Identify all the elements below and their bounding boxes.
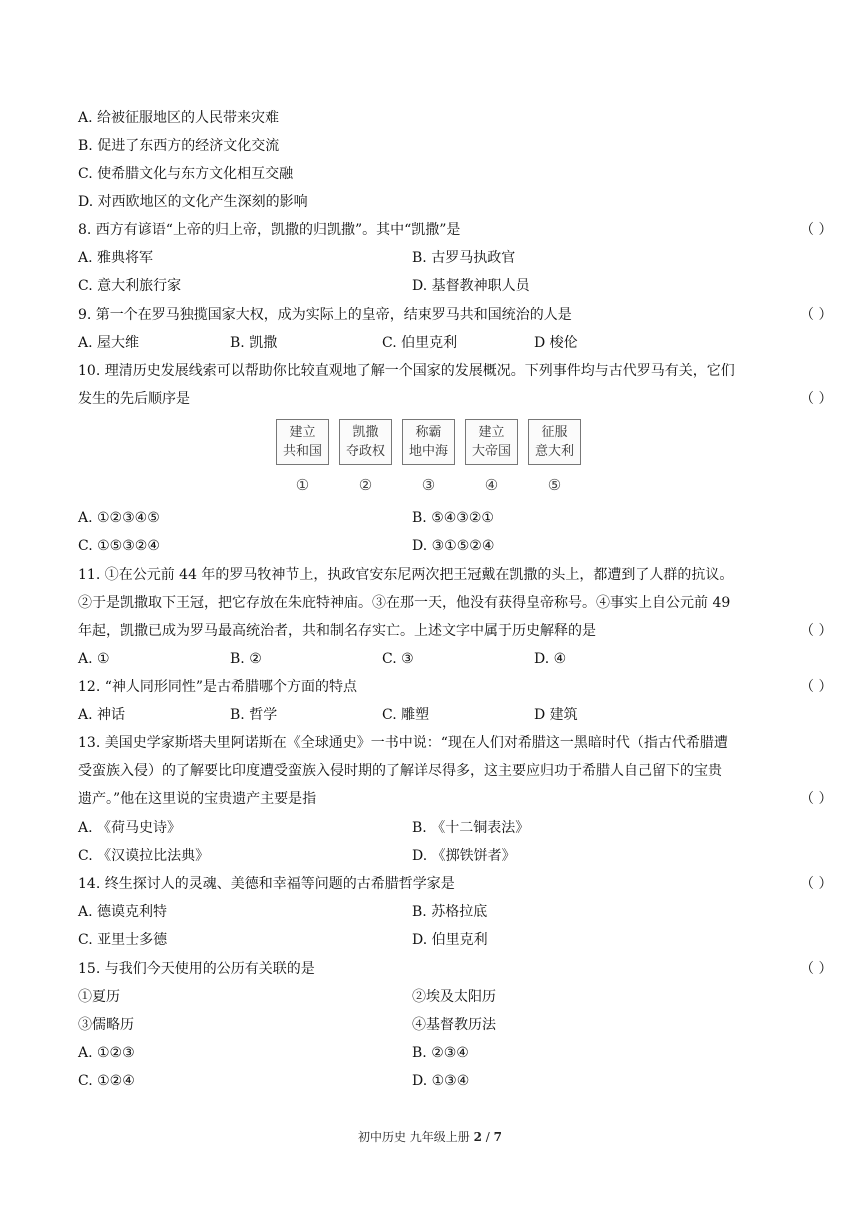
- event-number-4: ④: [484, 476, 499, 494]
- event-box-5-top: 征服: [541, 425, 568, 440]
- event-box-4-top: 建立: [478, 425, 505, 440]
- q14-option-b: B. 苏格拉底: [412, 904, 488, 920]
- q15-option-c: C. ①②④: [78, 1073, 135, 1089]
- q13-stem-line2: 受蛮族入侵）的了解要比印度遭受蛮族入侵时期的了解详尽得多，这主要应归功于希腊人自己留下的宝贵: [78, 763, 722, 779]
- q7-option-c: C. 使希腊文化与东方文化相互交融: [78, 166, 294, 182]
- q14-answer-paren: （ ）: [800, 876, 833, 892]
- event-number-2: ②: [358, 476, 373, 494]
- q14-option-d: D. 伯里克利: [412, 932, 488, 948]
- q11-stem-3: 年起，凯撒已成为罗马最高统治者，共和制名存实亡。上述文字中属于历史解释的是: [78, 623, 596, 639]
- q8-option-a: A. 雅典将军: [78, 250, 154, 266]
- q8-stem-line: [78, 217, 833, 243]
- q8-option-d: D. 基督教神职人员: [412, 278, 530, 294]
- q11-option-b: B. ②: [230, 651, 262, 667]
- q15-options-row2: [78, 1068, 778, 1094]
- q10-stem-line1: 10. 理清历史发展线索可以帮助你比较直观地了解一个国家的发展概况。下列事件均与古代罗马有关，它们: [78, 363, 735, 379]
- footer-title: 初中历史 九年级上册: [357, 1130, 470, 1144]
- q10-option-c: C. ①⑤③②④: [78, 538, 160, 554]
- q15-option-d: D. ①③④: [412, 1073, 470, 1089]
- q12-option-a: A. 神话: [78, 707, 126, 723]
- event-box-5-bottom: 意大利: [534, 444, 574, 459]
- event-box-2: [339, 419, 392, 465]
- q15-items-row1: [78, 984, 778, 1010]
- q8-stem: 8. 西方有谚语“上帝的归上帝，凯撒的归凯撒”。其中“凯撒”是: [78, 222, 461, 238]
- q15-item-3: ③儒略历: [78, 1017, 134, 1033]
- page-footer: [0, 1128, 860, 1145]
- q14-options-row2: [78, 927, 778, 953]
- q13-option-c: C. 《汉谟拉比法典》: [78, 848, 210, 864]
- q12-options-row: [78, 702, 778, 728]
- q7-option-a: A. 给被征服地区的人民带来灾难: [78, 110, 280, 126]
- q9-answer-paren: （ ）: [800, 307, 833, 323]
- q15-option-b: B. ②③④: [412, 1045, 469, 1061]
- q13-answer-paren: （ ）: [800, 791, 833, 807]
- q10-answer-paren: （ ）: [800, 391, 833, 407]
- q9-option-c: C. 伯里克利: [382, 335, 458, 351]
- event-box-2-bottom: 夺政权: [345, 444, 385, 459]
- q11-options-row: [78, 646, 778, 672]
- q13-option-a: A. 《荷马史诗》: [78, 820, 182, 836]
- q10-options-row1: [78, 505, 778, 531]
- q13-stem-line1: 13. 美国史学家斯塔夫里阿诺斯在《全球通史》一书中说：“现在人们对希腊这一黑暗时代（指古代希腊遭: [78, 735, 728, 751]
- q15-items-row2: [78, 1012, 778, 1038]
- q8-options-row1: [78, 245, 778, 271]
- q15-stem-line: [78, 956, 833, 982]
- event-box-3-bottom: 地中海: [408, 444, 448, 459]
- q11-option-a: A. ①: [78, 651, 110, 667]
- q13-option-b: B. 《十二铜表法》: [412, 820, 530, 836]
- q13-option-d: D. 《掷铁饼者》: [412, 848, 516, 864]
- q11-option-d: D. ④: [534, 651, 567, 667]
- event-box-1-top: 建立: [289, 425, 316, 440]
- q15-item-2: ②埃及太阳历: [412, 989, 496, 1005]
- q11-option-c: C. ③: [382, 651, 414, 667]
- event-number-5: ⑤: [547, 476, 562, 494]
- q12-stem-line: [78, 674, 833, 700]
- q11-answer-paren: （ ）: [800, 623, 833, 639]
- q14-option-a: A. 德谟克利特: [78, 904, 168, 920]
- q12-option-b: B. 哲学: [230, 707, 278, 723]
- q13-options-row2: [78, 843, 778, 869]
- q13-stem-3: 遗产。”他在这里说的宝贵遗产主要是指: [78, 791, 317, 807]
- q10-option-d: D. ③①⑤②④: [412, 538, 495, 554]
- q15-options-row1: [78, 1040, 778, 1066]
- q12-option-c: C. 雕塑: [382, 707, 430, 723]
- event-box-4-bottom: 大帝国: [471, 444, 511, 459]
- q14-options-row1: [78, 899, 778, 925]
- q11-stem-line2: ②于是凯撒取下王冠，把它存放在朱庇特神庙。③在那一天，他没有获得皇帝称号。④事实上自公元前 49: [78, 595, 731, 611]
- event-box-5: [528, 419, 581, 465]
- q13-options-row1: [78, 815, 778, 841]
- q11-stem-line3: [78, 618, 833, 644]
- q15-item-4: ④基督教历法: [412, 1017, 496, 1033]
- q12-stem: 12. “神人同形同性”是古希腊哪个方面的特点: [78, 679, 358, 695]
- q11-stem-line1: 11. ①在公元前 44 年的罗马牧神节上，执政官安东尼两次把王冠戴在凯撒的头上，都遭到了人群的抗议。: [78, 567, 734, 583]
- q10-stem-2: 发生的先后顺序是: [78, 391, 190, 407]
- event-box-3-top: 称霸: [415, 425, 442, 440]
- event-box-4: [465, 419, 518, 465]
- q9-stem: 9. 第一个在罗马独揽国家大权，成为实际上的皇帝，结束罗马共和国统治的人是: [78, 307, 572, 323]
- q9-option-b: B. 凯撒: [230, 335, 278, 351]
- q12-option-d: D 建筑: [534, 707, 578, 723]
- event-number-1: ①: [295, 476, 310, 494]
- q10-stem-line2: [78, 386, 833, 412]
- q15-answer-paren: （ ）: [800, 961, 833, 977]
- q8-option-c: C. 意大利旅行家: [78, 278, 182, 294]
- q9-option-d: D 梭伦: [534, 335, 578, 351]
- page-separator: /: [481, 1130, 494, 1144]
- q15-option-a: A. ①②③: [78, 1045, 135, 1061]
- q14-stem: 14. 终生探讨人的灵魂、美德和幸福等问题的古希腊哲学家是: [78, 876, 455, 892]
- event-box-3: [402, 419, 455, 465]
- q12-answer-paren: （ ）: [800, 679, 833, 695]
- q10-option-b: B. ⑤④③②①: [412, 510, 494, 526]
- q13-stem-line3: [78, 786, 833, 812]
- q9-options-row: [78, 330, 778, 356]
- q9-stem-line: [78, 302, 833, 328]
- q10-event-figure: [276, 419, 586, 499]
- event-box-1-bottom: 共和国: [282, 444, 322, 459]
- q14-option-c: C. 亚里士多德: [78, 932, 168, 948]
- q15-item-1: ①夏历: [78, 989, 120, 1005]
- event-number-3: ③: [421, 476, 436, 494]
- q8-answer-paren: （ ）: [800, 222, 833, 238]
- q9-option-a: A. 屋大维: [78, 335, 140, 351]
- q10-option-a: A. ①②③④⑤: [78, 510, 160, 526]
- q15-stem: 15. 与我们今天使用的公历有关联的是: [78, 961, 315, 977]
- event-box-1: [276, 419, 329, 465]
- event-box-2-top: 凯撒: [352, 425, 379, 440]
- q14-stem-line: [78, 871, 833, 897]
- q7-option-b: B. 促进了东西方的经济文化交流: [78, 138, 280, 154]
- q8-option-b: B. 古罗马执政官: [412, 250, 516, 266]
- page-total: 7: [493, 1130, 503, 1144]
- q8-options-row2: [78, 273, 778, 299]
- q10-options-row2: [78, 533, 778, 559]
- q7-option-d: D. 对西欧地区的文化产生深刻的影响: [78, 194, 308, 210]
- page-number: 2: [473, 1130, 482, 1144]
